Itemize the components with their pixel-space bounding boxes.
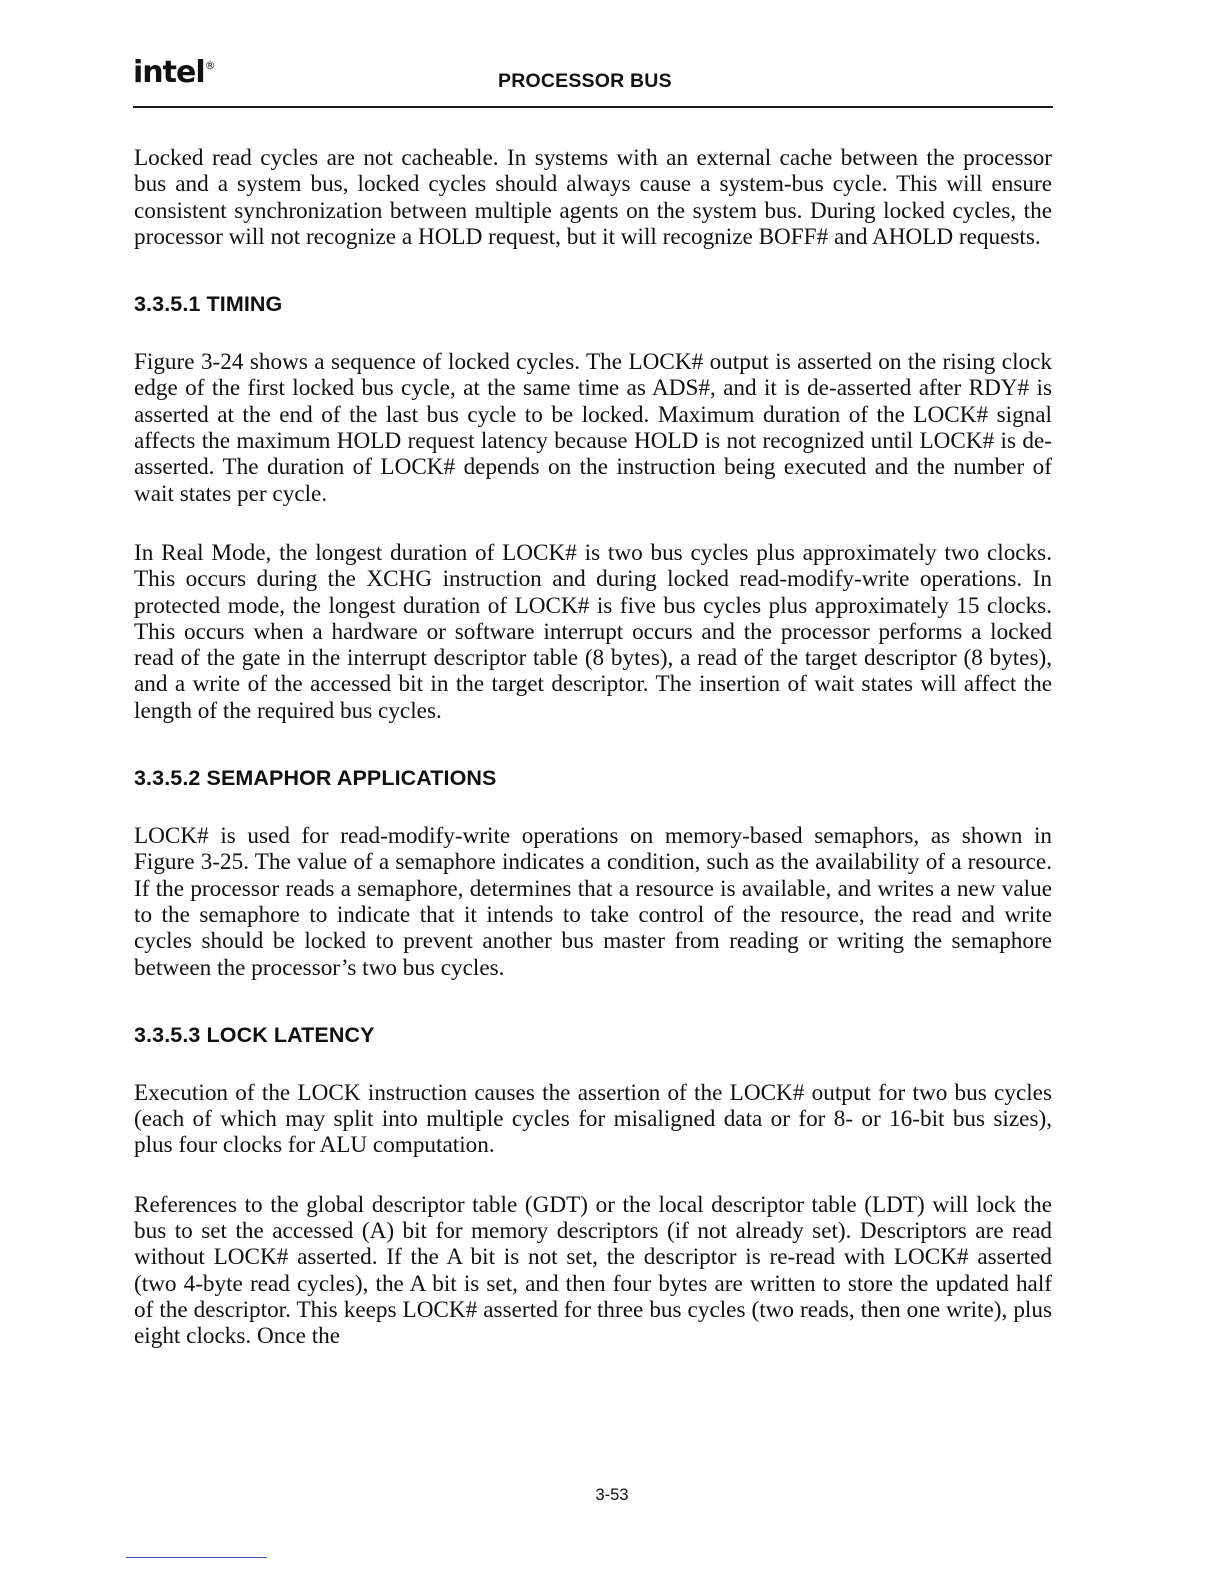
registered-mark: ® (204, 59, 216, 72)
footer-rule (126, 1557, 267, 1558)
timing-paragraph-1: Figure 3-24 shows a sequence of locked cycles. The LOCK# output is asserted on the rising clock edge of the first locked bus cycle, at the same time as ADS#, and it is de-asserted after RDY# is asserted at the end of the last bus cycle to be locked. Maximum duration of the LOCK# signal affects the maximum HOLD request latency because HOLD is not recognized until LOCK# is de-asserted. The duration of LOCK# depends on the instruction being executed and the number of wait states per cycle. (134, 349, 1052, 507)
section-heading-timing: 3.3.5.1 TIMING (134, 292, 283, 317)
header-title: PROCESSOR BUS (498, 70, 672, 92)
intro-paragraph: Locked read cycles are not cacheable. In systems with an external cache between the processor bus and a system bus, locked cycles should always cause a system-bus cycle. This will ensure consistent synchronization between multiple agents on the system bus. During locked cycles, the processor will not recognize a HOLD request, but it will recognize BOFF# and AHOLD requests. (134, 145, 1052, 250)
section-heading-latency: 3.3.5.3 LOCK LATENCY (134, 1022, 375, 1047)
latency-paragraph-2: References to the global descriptor table (GDT) or the local descriptor table (LDT) will lock the bus to set the accessed (A) bit for memory descriptors (if not already set). Descriptors are read without LOCK# asserted. If the A bit is not set, the descriptor is re-read with LOCK# asserted (two 4-byte read cycles), the A bit is set, and then four bytes are written to store the updated half of the descriptor. This keeps LOCK# asserted for three bus cycles (two reads, then one write), plus eight clocks. Once the (134, 1191, 1052, 1350)
timing-paragraph-2: In Real Mode, the longest duration of LOCK# is two bus cycles plus approximately two clocks. This occurs during the XCHG instruction and during locked read-modify-write operations. In protected mode, the longest duration of LOCK# is five bus cycles plus approximately 15 clocks. This occurs when a hardware or software interrupt occurs and the processor performs a locked read of the gate in the interrupt descriptor table (8 bytes), a read of the target descriptor (8 bytes), and a write of the accessed bit in the target descriptor. The insertion of wait states will affect the length of the required bus cycles. (134, 539, 1052, 724)
logo-text: intel (133, 55, 205, 90)
intel-logo (133, 55, 216, 90)
section-heading-semaphor: 3.3.5.2 SEMAPHOR APPLICATIONS (134, 766, 497, 791)
page-number: 3-53 (595, 1486, 629, 1504)
latency-paragraph-1: Execution of the LOCK instruction causes the assertion of the LOCK# output for two bus cycles (each of which may split into multiple cycles for misaligned data or for 8- or 16-bit bus sizes), plus four clocks for ALU computation. (134, 1079, 1052, 1159)
page-header (133, 50, 1053, 108)
page-content (134, 145, 1052, 1350)
semaphor-paragraph-1: LOCK# is used for read-modify-write operations on memory-based semaphors, as shown in Figure 3-25. The value of a semaphore indicates a condition, such as the availability of a resource. If the processor reads a semaphore, determines that a resource is available, and writes a new value to the semaphore to indicate that it intends to take control of the resource, the read and write cycles should be locked to prevent another bus master from reading or writing the semaphore between the processor’s two bus cycles. (134, 823, 1052, 981)
